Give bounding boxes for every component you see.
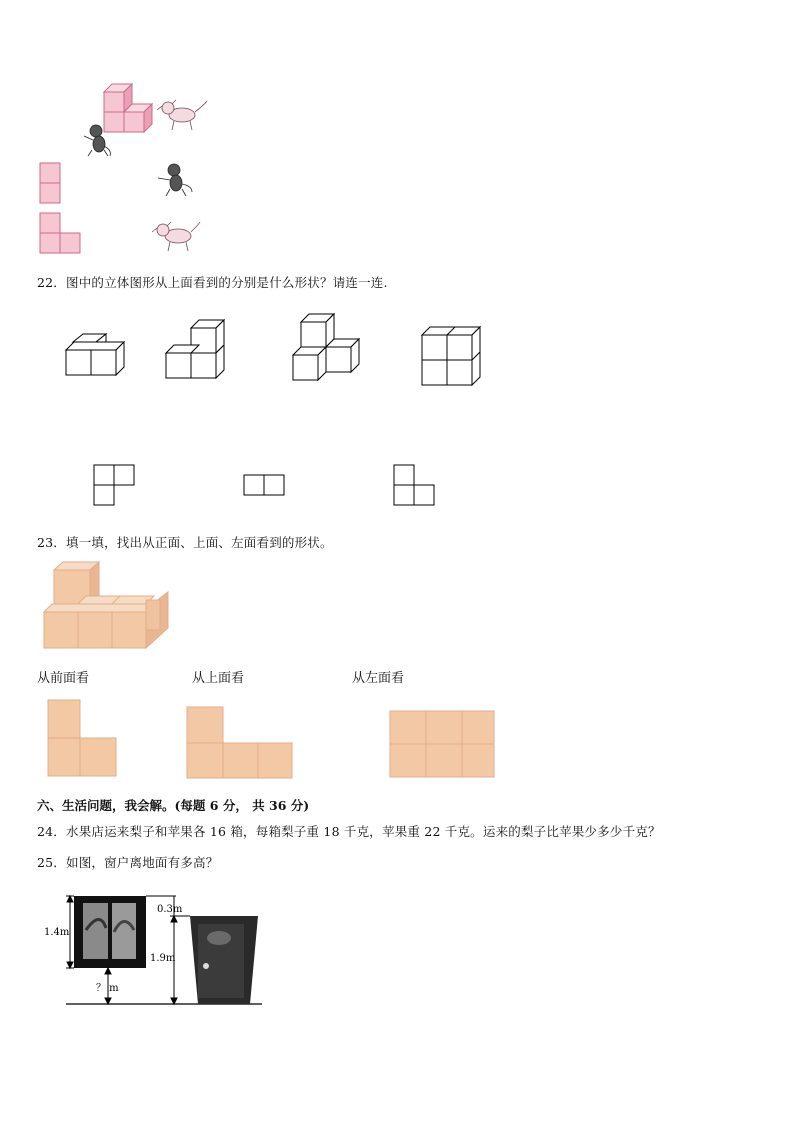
question-24-text: 24．水果店运来梨子和苹果各 16 箱，每箱梨子重 18 千克，苹果重 22 千克。运来的梨子比苹果少多少千克？ <box>37 824 661 839</box>
label-unknown-height: ？ m <box>96 983 119 994</box>
view-label-top: 从上面看 <box>192 671 245 686</box>
section-6-title: 六、生活问题，我会解。(每题 6 分， 共 36 分) <box>37 798 310 813</box>
window <box>74 896 146 968</box>
question-23-text: 23．填一填，找出从正面、上面、左面看到的形状。 <box>37 535 333 550</box>
view-label-front: 从前面看 <box>37 671 90 686</box>
cabinet <box>190 916 258 1004</box>
label-top-gap: 0.3m <box>157 904 183 915</box>
label-cabinet-height: 1.9m <box>150 953 176 964</box>
question-22-text: 22．图中的立体图形从上面看到的分别是什么形状？请连一连. <box>37 275 388 290</box>
label-window-height: 1.4m <box>44 927 70 938</box>
view-label-left: 从左面看 <box>352 671 405 686</box>
question-25-text: 25．如图，窗户离地面有多高？ <box>37 855 219 870</box>
